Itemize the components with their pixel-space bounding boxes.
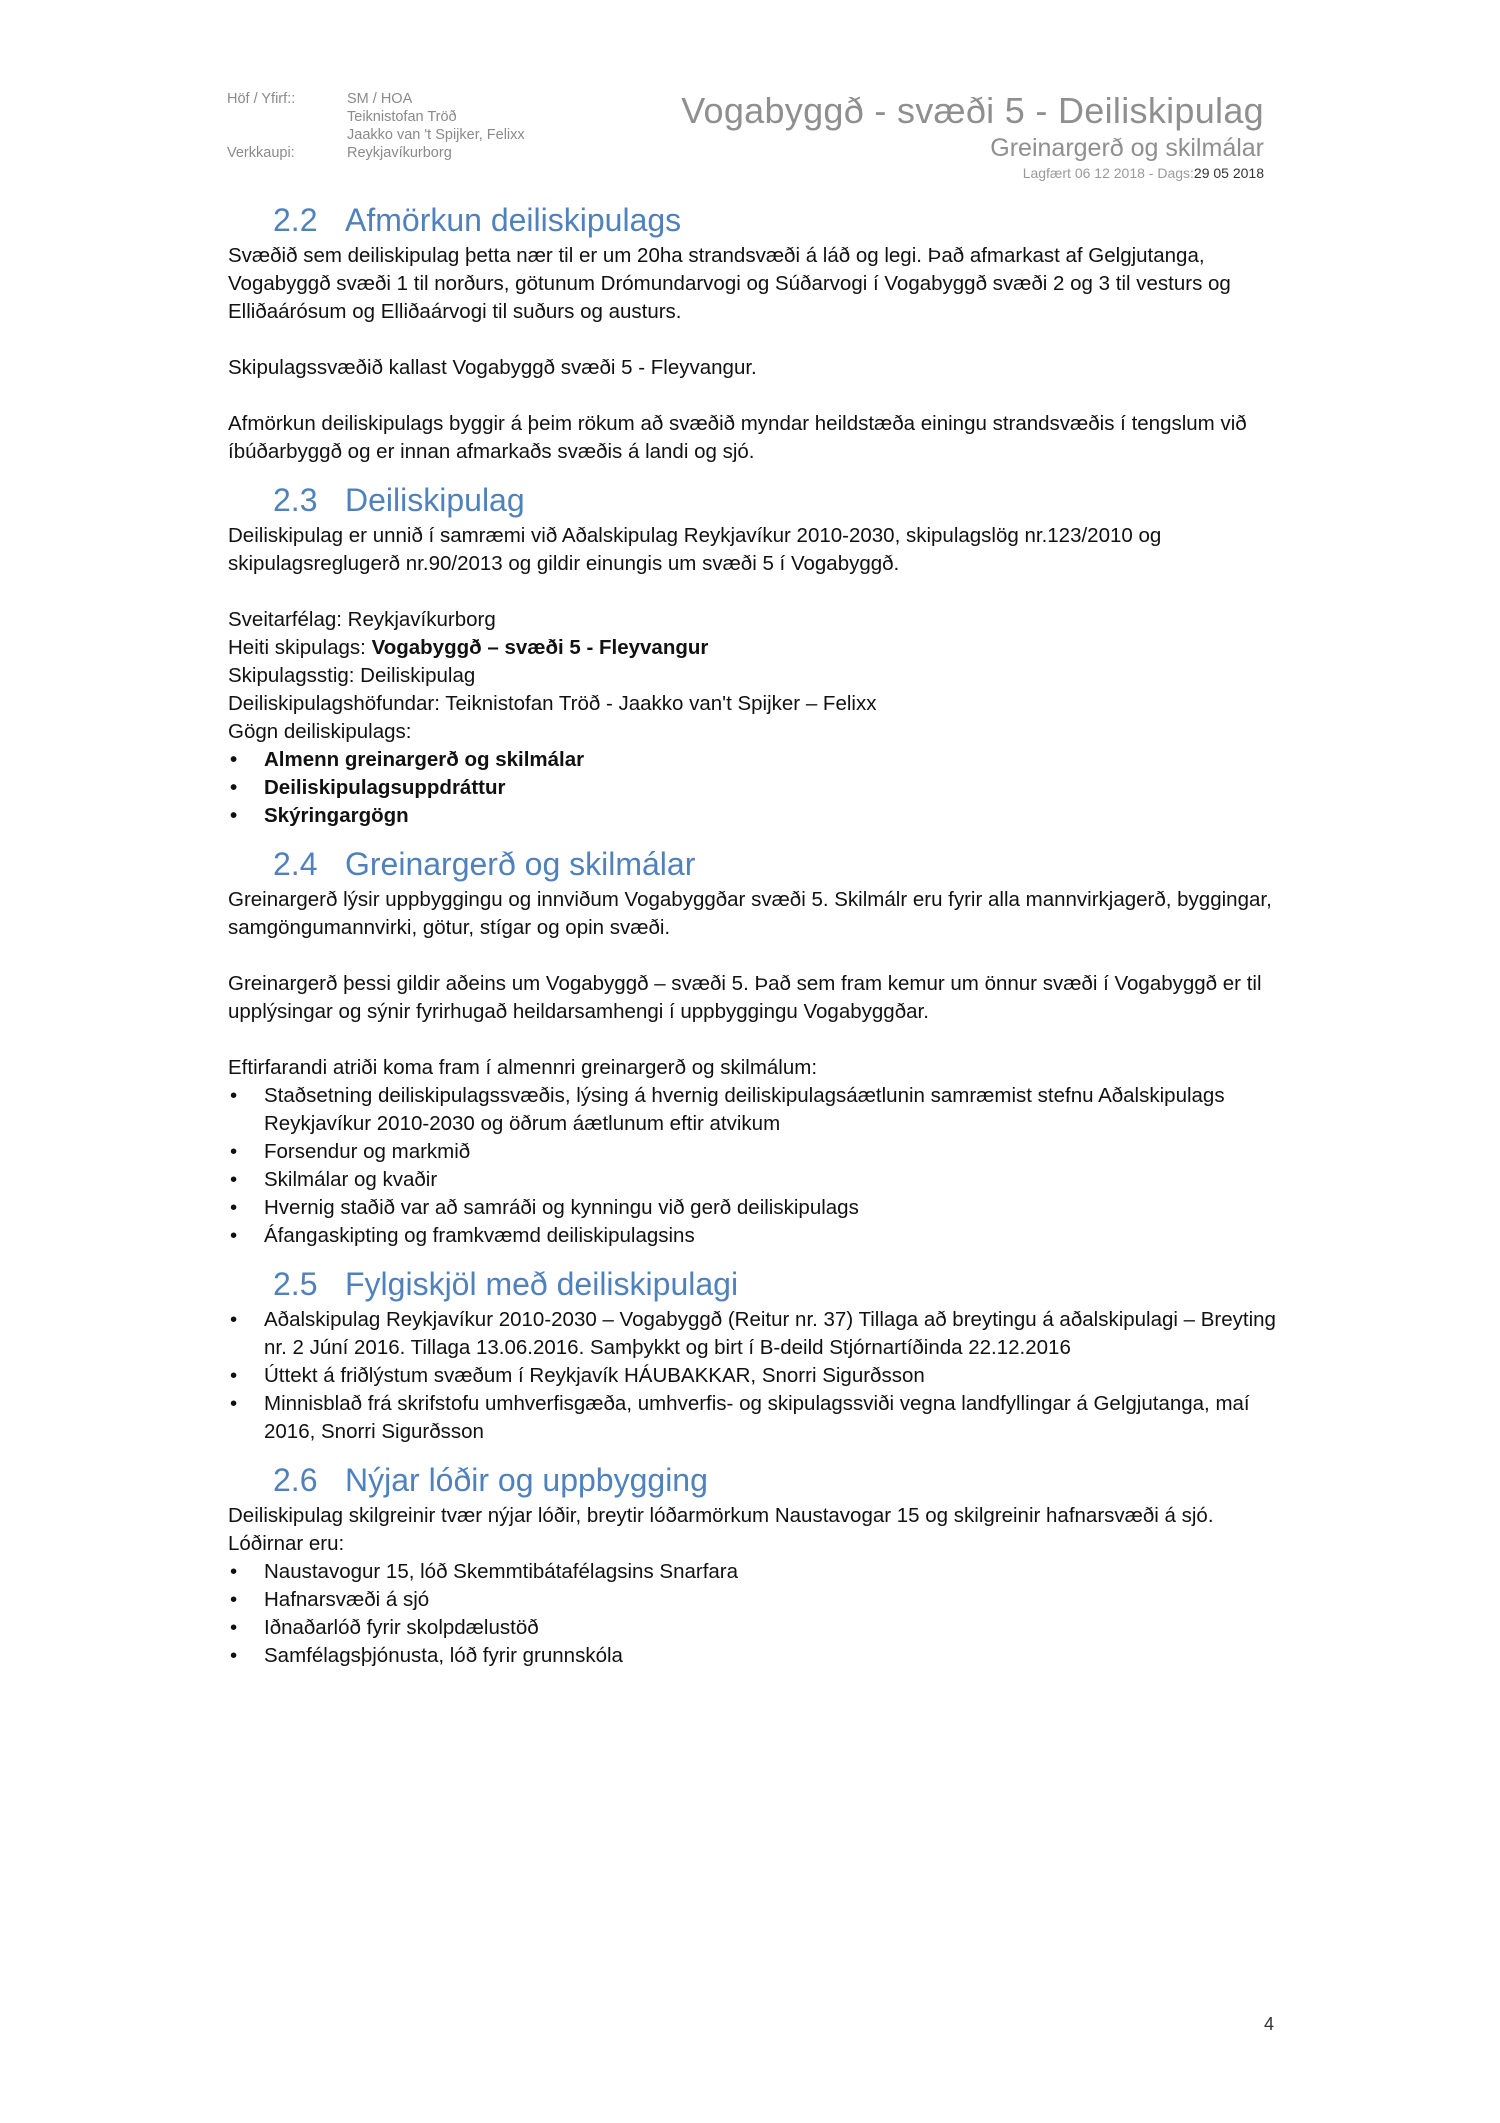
section-title: Deiliskipulag: [345, 482, 525, 518]
info-line: Sveitarfélag: Reykjavíkurborg: [228, 608, 496, 631]
meta-label: Höf / Yfirf::: [227, 91, 296, 107]
section-title: Greinargerð og skilmálar: [345, 846, 696, 882]
page-content: [228, 200, 1288, 1698]
paragraph: Deiliskipulag er unnið í samræmi við Aðalskipulag Reykjavíkur 2010-2030, skipulagslög nr.123/2010 og skipulagsreglugerð nr.90/2013 og gildir einungis um svæði 5 í Vogabyggð.: [228, 524, 1162, 575]
info-line: Skipulagsstig: Deiliskipulag: [228, 664, 476, 687]
list-item: • Hafnarsvæði á sjó: [228, 1586, 1288, 1614]
list-item: • Deiliskipulagsuppdráttur: [228, 774, 1288, 802]
meta-label: [227, 108, 347, 126]
section-title: Afmörkun deiliskipulags: [345, 202, 682, 238]
list-item: • Úttekt á friðlýstum svæðum í Reykjavík HÁUBAKKAR, Snorri Sigurðsson: [228, 1362, 1288, 1390]
bullet-list: [228, 1082, 1288, 1250]
list-item: • Almenn greinargerð og skilmálar: [228, 746, 1288, 774]
section-number: 2.4: [273, 846, 318, 882]
list-item: • Samfélagsþjónusta, lóð fyrir grunnskóla: [228, 1642, 1288, 1670]
paragraph: Deiliskipulag skilgreinir tvær nýjar lóðir, breytir lóðarmörkum Naustavogar 15 og skilgreinir hafnarsvæði á sjó. Lóðirnar eru:: [228, 1504, 1214, 1555]
plan-name: Vogabyggð – svæði 5 - Fleyvangur: [371, 636, 709, 659]
list-item: • Naustavogur 15, lóð Skemmtibátafélagsins Snarfara: [228, 1558, 1288, 1586]
meta-row-client: [227, 144, 525, 162]
list-item: • Aðalskipulag Reykjavíkur 2010-2030 – Vogabyggð (Reitur nr. 37) Tillaga að breytingu á aðalskipulagi – Breyting nr. 2 Júní 2016. Tillaga 13.06.2016. Samþykkt og birt í B-deild Stjórnartíðinda 22.12.2016: [228, 1306, 1288, 1362]
meta-label: Verkkaupi:: [227, 145, 295, 161]
list-item: • Áfangaskipting og framkvæmd deiliskipulagsins: [228, 1222, 1288, 1250]
list-item: • Staðsetning deiliskipulagssvæðis, lýsing á hvernig deiliskipulagsáætlunin samræmist stefnu Aðalskipulags Reykjavíkur 2010-2030 og öðrum áætlunum eftir atvikum: [228, 1082, 1288, 1138]
paragraph: Greinargerð þessi gildir aðeins um Vogabyggð – svæði 5. Það sem fram kemur um önnur svæði í Vogabyggð er til upplýsingar og sýnir fyrirhugað heildarsamhengi í uppbyggingu Vogabyggðar.: [228, 972, 1262, 1023]
bullet-list: [228, 1558, 1288, 1670]
paragraph: Svæðið sem deiliskipulag þetta nær til er um 20ha strandsvæði á láð og legi. Það afmarkast af Gelgjutanga, Vogabyggð svæði 1 til norðurs, götunum Drómundarvogi og Súðarvogi í Vogabyggð svæði 2 og 3 til vesturs og Elliðaárósum og Elliðaárvogi til suðurs og austurs.: [228, 244, 1231, 323]
list-item: • Forsendur og markmið: [228, 1138, 1288, 1166]
bullet-list: [228, 1306, 1288, 1446]
section-title: Fylgiskjöl með deiliskipulagi: [345, 1266, 739, 1302]
section-title: Nýjar lóðir og uppbygging: [345, 1462, 708, 1498]
section-heading-2-3: [273, 480, 1288, 520]
document-title: Vogabyggð - svæði 5 - Deiliskipulag: [681, 90, 1264, 131]
list-item: • Iðnaðarlóð fyrir skolpdælustöð: [228, 1614, 1288, 1642]
paragraph: Afmörkun deiliskipulags byggir á þeim rökum að svæðið myndar heildstæða einingu strandsvæðis í tengslum við íbúðarbyggð og er innan afmarkaðs svæðis á landi og sjó.: [228, 412, 1247, 463]
paragraph: Greinargerð lýsir uppbyggingu og innviðum Vogabyggðar svæði 5. Skilmálr eru fyrir alla mannvirkjagerð, byggingar, samgöngumannvirki, götur, stígar og opin svæði.: [228, 888, 1272, 939]
info-line: Gögn deiliskipulags:: [228, 720, 412, 743]
section-heading-2-5: [273, 1264, 1288, 1304]
paragraph: Eftirfarandi atriði koma fram í almennri greinargerð og skilmálum:: [228, 1056, 818, 1079]
list-item: • Skýringargögn: [228, 802, 1288, 830]
meta-value: Teiknistofan Tröð: [347, 109, 457, 125]
bullet-list: [228, 746, 1288, 830]
meta-value: Reykjavíkurborg: [347, 145, 452, 161]
section-number: 2.2: [273, 202, 318, 238]
section-number: 2.3: [273, 482, 318, 518]
list-item: • Skilmálar og kvaðir: [228, 1166, 1288, 1194]
meta-label: [227, 126, 347, 144]
date-value: 29 05 2018: [1193, 165, 1264, 181]
meta-value: SM / HOA: [347, 91, 413, 107]
paragraph: Skipulagssvæðið kallast Vogabyggð svæði 5 - Fleyvangur.: [228, 356, 757, 379]
header-meta: [227, 90, 525, 162]
info-line: [228, 634, 1288, 662]
meta-value: Jaakko van 't Spijker, Felixx: [347, 127, 525, 143]
info-label: Heiti skipulags:: [228, 636, 372, 659]
meta-row-firm2: [227, 126, 525, 144]
section-heading-2-4: [273, 844, 1288, 884]
section-heading-2-2: [273, 200, 1288, 240]
page-header: [0, 0, 1500, 190]
list-item: • Minnisblað frá skrifstofu umhverfisgæða, umhverfis- og skipulagssviði vegna landfyllingar á Gelgjutanga, maí 2016, Snorri Sigurðsson: [228, 1390, 1288, 1446]
section-number: 2.5: [273, 1266, 318, 1302]
document-subtitle: Greinargerð og skilmálar: [990, 134, 1264, 162]
section-heading-2-6: [273, 1460, 1288, 1500]
meta-row-firm: [227, 108, 525, 126]
meta-row-author: [227, 90, 525, 108]
info-line: Deiliskipulagshöfundar: Teiknistofan Tröð - Jaakko van't Spijker – Felixx: [228, 692, 877, 715]
document-date: [1023, 165, 1264, 181]
list-item: • Hvernig staðið var að samráði og kynningu við gerð deiliskipulags: [228, 1194, 1288, 1222]
section-number: 2.6: [273, 1462, 318, 1498]
date-prefix: Lagfært 06 12 2018 - Dags:: [1022, 165, 1194, 181]
page-number: 4: [1263, 2014, 1274, 2034]
